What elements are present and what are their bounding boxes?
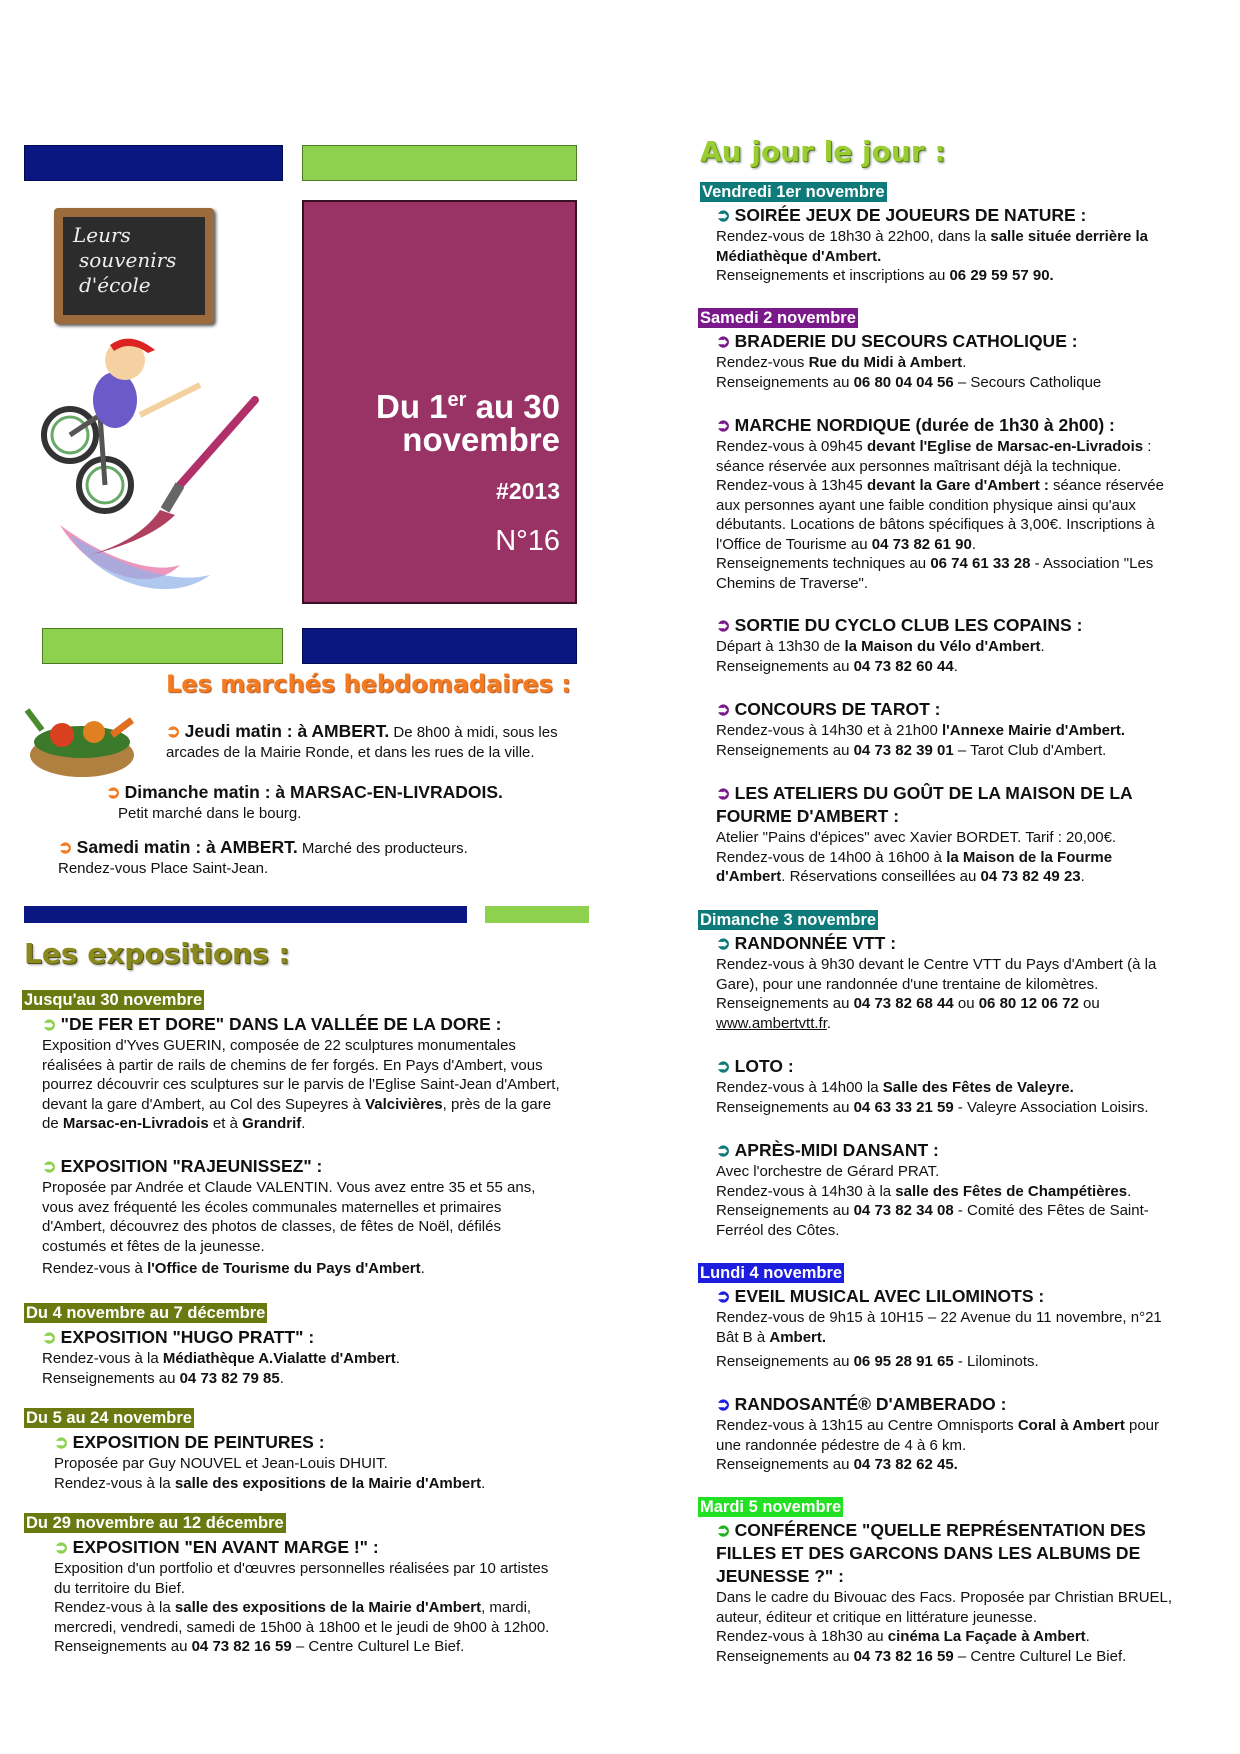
market-item [166, 720, 626, 763]
event-title-line3: JEUNESSE ?" : [716, 1566, 844, 1586]
expo-line: costumés et fêtes de la jeunesse. [42, 1237, 265, 1255]
event-bold: 04 73 82 49 23 [980, 868, 1081, 885]
right-arrow-icon: ➲ [106, 782, 121, 802]
expo-text: Exposition d'un portfolio et d'œuvres personnelles réalisées par 10 artistes [54, 1560, 549, 1577]
event-text: Renseignements au [716, 1353, 854, 1370]
right-arrow-icon: ➲ [716, 615, 731, 635]
expo-line: Exposition d'Yves GUERIN, composée de 22 sculptures monumentales [42, 1037, 516, 1054]
website-link[interactable]: www.ambertvtt.fr [716, 1014, 827, 1032]
expo-bold: Médiathèque A.Vialatte d'Ambert [162, 1350, 396, 1367]
event-bold: Coral à Ambert [1017, 1417, 1125, 1434]
cover-month: novembre [402, 421, 560, 458]
event-text: Rendez-vous à 13h45 [716, 477, 867, 494]
event-text: Avec l'orchestre de Gérard PRAT. [716, 1163, 940, 1180]
event-bold: Médiathèque d'Ambert. [716, 247, 882, 265]
right-arrow-icon: ➲ [58, 837, 73, 857]
event-title: SOIRÉE JEUX DE JOUEURS DE NATURE : [734, 205, 1087, 225]
event-bold: d'Ambert [716, 868, 782, 885]
expo-text: . [481, 1474, 486, 1492]
agenda-event [716, 1519, 1220, 1666]
expo-block [42, 1013, 622, 1134]
event-text: Rendez-vous à 14h00 la [716, 1079, 883, 1096]
event-text: Rendez-vous [716, 354, 809, 371]
event-title: APRÈS-MIDI DANSANT : [734, 1140, 939, 1160]
expo-head: "DE FER ET DORE" DANS LA VALLÉE DE LA DORE : [60, 1014, 502, 1034]
agenda-title: Au jour le jour : [700, 135, 946, 168]
divider-navy-bar [24, 906, 467, 923]
expo-text: Rendez-vous à la [42, 1350, 163, 1367]
market-item-line2: Rendez-vous Place Saint-Jean. [58, 860, 269, 877]
market-item-head: Dimanche matin : à MARSAC-EN-LIVRADOIS. [124, 782, 503, 802]
agenda-event [716, 1139, 1216, 1240]
event-text: séance réservée [1048, 477, 1164, 494]
event-bold: 04 73 82 34 08 [853, 1202, 954, 1219]
event-text: : [1143, 438, 1152, 455]
event-text: . [1080, 868, 1085, 885]
date-tag: Dimanche 3 novembre [700, 911, 877, 929]
event-text: une randonnée pédestre de 4 à 6 km. [716, 1436, 967, 1454]
event-bold: la Maison du Vélo d'Ambert [844, 638, 1041, 655]
expo-text: . [395, 1350, 400, 1367]
event-text: Rendez-vous à 14h30 et à 21h00 [716, 722, 943, 739]
right-arrow-icon: ➲ [716, 1394, 731, 1414]
event-text: pour [1124, 1417, 1160, 1434]
event-text: Renseignements au [716, 741, 854, 759]
event-bold: Rue du Midi à Ambert [808, 354, 963, 371]
chalkboard [54, 208, 214, 324]
event-title: EVEIL MUSICAL AVEC LILOMINOTS : [734, 1286, 1045, 1306]
expo-bold: salle des expositions de la Mairie d'Ambert [174, 1474, 482, 1492]
event-bold: 06 95 28 91 65 [853, 1353, 954, 1370]
event-text: Rendez-vous de 18h30 à 22h00, dans la [716, 228, 991, 245]
agenda-event [716, 330, 1216, 392]
chalkboard-line: Leurs [73, 223, 131, 247]
event-title: LOTO : [734, 1056, 794, 1076]
right-arrow-icon: ➲ [42, 1156, 57, 1176]
event-text: Renseignements au [716, 995, 854, 1012]
expo-line: devant la gare d'Ambert, au Col des Supeyres à [42, 1095, 366, 1113]
expo-text: du territoire du Bief. [54, 1579, 185, 1597]
event-text: – Tarot Club d'Ambert. [953, 741, 1107, 759]
market-item [106, 781, 626, 824]
expo-block [42, 1155, 622, 1279]
event-text: . [962, 354, 967, 371]
market-item-text: Marché des producteurs. [297, 840, 468, 857]
market-item-line2: arcades de la Mairie Ronde, et dans les rues de la ville. [166, 744, 535, 761]
agenda-event [716, 1393, 1216, 1475]
event-bold: cinéma La Façade à Ambert [887, 1628, 1086, 1645]
event-bold: salle située derrière la [990, 228, 1148, 245]
divider-green-bar [485, 906, 589, 923]
expo-head: EXPOSITION DE PEINTURES : [72, 1432, 325, 1452]
agenda-event [716, 1055, 1216, 1117]
expo-text: , près de la gare [442, 1095, 552, 1113]
expo-bold: 04 73 82 16 59 [191, 1638, 292, 1655]
event-bold: devant la Gare d'Ambert : [866, 477, 1049, 494]
event-bold: 04 63 33 21 59 [853, 1098, 954, 1116]
event-title: LES ATELIERS DU GOÛT DE LA MAISON DE LA [734, 783, 1133, 803]
date-tag: Vendredi 1er novembre [702, 183, 885, 201]
event-title: CONCOURS DE TAROT : [734, 699, 941, 719]
event-title: MARCHE NORDIQUE (durée de 1h30 à 2h00) : [734, 415, 1115, 435]
date-tag: Samedi 2 novembre [700, 309, 856, 327]
event-text: . Réservations conseillées au [781, 868, 981, 885]
expo-text: et à [208, 1115, 243, 1132]
event-text: Départ à 13h30 de [716, 638, 845, 655]
expo-block [42, 1326, 622, 1388]
event-title: BRADERIE DU SECOURS CATHOLIQUE : [734, 331, 1078, 351]
right-arrow-icon: ➲ [716, 415, 731, 435]
market-item [58, 836, 618, 879]
date-tag: Lundi 4 novembre [700, 1264, 843, 1282]
event-text: Renseignements techniques au [716, 555, 931, 572]
expo-bold: Valcivières [365, 1095, 443, 1113]
chalkboard-line: d'école [79, 273, 151, 297]
expo-bold: 04 73 82 79 85 [179, 1369, 280, 1387]
event-text: Renseignements au [716, 1456, 854, 1473]
event-text: Ferréol des Côtes. [716, 1221, 840, 1239]
expo-line: pourrez découvrir ces sculptures sur le parvis de l'Eglise Saint-Jean d'Ambert, [42, 1076, 560, 1093]
expo-head: EXPOSITION "HUGO PRATT" : [60, 1327, 315, 1347]
event-text: Gare), pour une randonnée d'une trentaine de kilomètres. [716, 975, 1099, 993]
expo-text: Rendez-vous à la [54, 1599, 175, 1616]
agenda-event [716, 698, 1216, 760]
cover-year: #2013 [496, 478, 560, 504]
event-bold: 06 74 61 33 28 [930, 555, 1031, 572]
expo-line: vous avez fréquenté les écoles communales maternelles et primaires [42, 1198, 502, 1216]
right-arrow-icon: ➲ [716, 699, 731, 719]
event-text: Renseignements au [716, 1098, 854, 1116]
expos-title: Les expositions : [24, 937, 290, 970]
right-arrow-icon: ➲ [54, 1537, 69, 1557]
agenda-event [716, 782, 1216, 887]
event-text: débutants. Locations de bâtons spécifiques à 3,00€. Inscriptions à [716, 516, 1155, 533]
event-text: Renseignements au [716, 1647, 854, 1665]
event-text: Rendez-vous de 9h15 à 10H15 – 22 Avenue du 11 novembre, n°21 [716, 1309, 1162, 1326]
event-text: - Valeyre Association Loisirs. [953, 1098, 1149, 1116]
expo-bold: salle des expositions de la Mairie d'Ambert [174, 1599, 482, 1616]
event-bold: la Maison de la Fourme [946, 848, 1113, 866]
event-text: . [826, 1014, 832, 1032]
right-arrow-icon: ➲ [716, 933, 731, 953]
event-text: Rendez-vous de 14h00 à 16h00 à [716, 848, 947, 866]
chalkboard-line: souvenirs [79, 248, 177, 272]
expo-text: . [301, 1115, 306, 1132]
event-title: CONFÉRENCE "QUELLE REPRÉSENTATION DES [734, 1520, 1146, 1540]
right-arrow-icon: ➲ [54, 1432, 69, 1452]
event-text: Bât B à [716, 1328, 770, 1346]
event-text: ou [953, 995, 979, 1012]
expo-line: d'Ambert, découvrez des photos de classes, de fêtes de Noël, défilés [42, 1218, 501, 1235]
date-tag: Du 5 au 24 novembre [26, 1409, 192, 1427]
event-text: - Lilominots. [953, 1353, 1039, 1370]
agenda-event [716, 1285, 1216, 1372]
event-title: RANDOSANTÉ® D'AMBERADO : [734, 1394, 1007, 1414]
event-title-line2: FOURME D'AMBERT : [716, 806, 900, 826]
event-text: . [1127, 1182, 1132, 1200]
expo-text: mercredi, vendredi, samedi de 15h00 à 18h00 et le jeudi de 9h00 à 12h00. [54, 1618, 550, 1636]
event-text: – Centre Culturel Le Bief. [953, 1647, 1127, 1665]
event-bold: 06 80 04 04 56 [853, 373, 954, 391]
right-arrow-icon: ➲ [42, 1014, 57, 1034]
market-item-head: Jeudi matin : à AMBERT. [184, 721, 390, 741]
expo-bold: Grandrif [242, 1115, 302, 1132]
event-bold: salle des Fêtes de Champétières [895, 1182, 1128, 1200]
vegetable-basket-icon [22, 690, 137, 780]
event-text: ou [1078, 995, 1100, 1012]
right-arrow-icon: ➲ [716, 783, 731, 803]
event-text: Renseignements au [716, 1202, 854, 1219]
expo-line: Rendez-vous à [42, 1260, 148, 1277]
right-arrow-icon: ➲ [716, 1286, 731, 1306]
event-text: – Secours Catholique [953, 373, 1102, 391]
date-tag: Du 4 novembre au 7 décembre [26, 1304, 266, 1322]
event-text: Rendez-vous à 9h30 devant le Centre VTT du Pays d'Ambert (à la [716, 956, 1157, 973]
expo-text: , mardi, [481, 1599, 532, 1616]
expo-text: – Centre Culturel Le Bief. [291, 1638, 465, 1655]
expo-line: de [42, 1115, 63, 1132]
expo-bold: l'Office de Tourisme du Pays d'Ambert [147, 1260, 421, 1277]
date-tag: Jusqu'au 30 novembre [24, 991, 203, 1009]
event-text: Renseignements et inscriptions au [716, 267, 950, 284]
event-text: . [971, 535, 976, 553]
event-bold: Ambert. [769, 1328, 827, 1346]
expo-text: Renseignements au [42, 1369, 180, 1387]
market-item-head: Samedi matin : à AMBERT. [76, 837, 298, 857]
agenda-event [716, 614, 1216, 676]
expo-text: . [420, 1260, 425, 1277]
event-text: Rendez-vous à 13h15 au Centre Omnisports [716, 1417, 1018, 1434]
right-arrow-icon: ➲ [716, 1520, 731, 1540]
event-bold: 04 73 82 62 45. [853, 1456, 958, 1473]
vegetable-basket-image [22, 690, 137, 780]
cover-date-suffix: au 30 [466, 388, 560, 425]
event-text: aux personnes ayant une faible condition physique ainsi qu'aux [716, 496, 1136, 514]
event-text: Rendez-vous à 14h30 à la [716, 1182, 896, 1200]
expo-block [54, 1431, 624, 1493]
expo-head: EXPOSITION "RAJEUNISSEZ" : [60, 1156, 323, 1176]
event-text: Rendez-vous à 18h30 au [716, 1628, 888, 1645]
event-bold: 06 80 12 06 72 [978, 995, 1079, 1012]
right-arrow-icon: ➲ [716, 205, 731, 225]
event-text: . [1040, 638, 1045, 655]
expo-line: réalisées à partir de rails de chemins de fer forgés. En Pays d'Ambert, vous [42, 1056, 543, 1074]
event-text: l'Office de Tourisme au [716, 535, 872, 553]
right-arrow-icon: ➲ [716, 331, 731, 351]
mid-left-green-bar [42, 628, 283, 664]
event-text: Renseignements au [716, 657, 854, 675]
event-bold: 04 73 82 61 90 [871, 535, 972, 553]
event-text: Rendez-vous à 09h45 [716, 438, 867, 455]
expo-block [54, 1536, 624, 1657]
market-item-line2: Petit marché dans le bourg. [118, 805, 302, 822]
event-title-line2: FILLES ET DES GARCONS DANS LES ALBUMS DE [716, 1543, 1141, 1563]
agenda-event [716, 414, 1220, 593]
expo-bold: Marsac-en-Livradois [62, 1115, 209, 1132]
date-tag: Du 29 novembre au 12 décembre [26, 1514, 284, 1532]
event-text: Atelier "Pains d'épices" avec Xavier BORDET. Tarif : 20,00€. [716, 829, 1117, 846]
event-bold: Salle des Fêtes de Valeyre. [882, 1079, 1074, 1096]
expo-text: Renseignements au [54, 1638, 192, 1655]
event-title: SORTIE DU CYCLO CLUB LES COPAINS : [734, 615, 1083, 635]
agenda-event [716, 204, 1216, 286]
event-bold: 06 29 59 57 90. [949, 267, 1054, 284]
right-arrow-icon: ➲ [716, 1140, 731, 1160]
event-text: Renseignements au [716, 373, 854, 391]
chalkboard-cyclist-illustration [30, 205, 300, 605]
agenda-event [716, 932, 1216, 1033]
top-green-bar [302, 145, 577, 181]
cover-issue-number: N°16 [495, 525, 560, 557]
event-text: Chemins de Traverse". [716, 574, 869, 592]
event-text: . [953, 657, 958, 675]
mid-right-navy-bar [302, 628, 577, 664]
expo-text: . [279, 1369, 284, 1387]
event-text: - Association "Les [1030, 555, 1154, 572]
event-text: séance réservée aux personnes maîtrisant déjà la technique. [716, 457, 1122, 475]
event-bold: devant l'Eglise de Marsac-en-Livradois [866, 438, 1144, 455]
cyclist-painter-icon [30, 325, 300, 605]
event-bold: l'Annexe Mairie d'Ambert. [942, 722, 1126, 739]
event-bold: 04 73 82 16 59 [853, 1647, 954, 1665]
expo-line: Proposée par Andrée et Claude VALENTIN. Vous avez entre 35 et 55 ans, [42, 1179, 536, 1196]
event-text: - Comité des Fêtes de Saint- [953, 1202, 1149, 1219]
expo-text: Proposée par Guy NOUVEL et Jean-Louis DHUIT. [54, 1455, 388, 1472]
event-text: Dans le cadre du Bivouac des Facs. Proposée par Christian BRUEL, [716, 1589, 1173, 1606]
event-text: . [1085, 1628, 1090, 1645]
cover-date-prefix: Du 1 [376, 388, 448, 425]
right-arrow-icon: ➲ [716, 1056, 731, 1076]
expo-text: Rendez-vous à la [54, 1474, 175, 1492]
event-bold: 04 73 82 68 44 [853, 995, 954, 1012]
event-bold: 04 73 82 60 44 [853, 657, 954, 675]
expo-head: EXPOSITION "EN AVANT MARGE !" : [72, 1537, 379, 1557]
date-tag: Mardi 5 novembre [700, 1498, 842, 1516]
event-text: auteur, éditeur et critique en littérature jeunesse. [716, 1608, 1038, 1626]
right-arrow-icon: ➲ [42, 1327, 57, 1347]
event-title: RANDONNÉE VTT : [734, 933, 897, 953]
market-item-text: De 8h00 à midi, sous les [389, 724, 558, 741]
markets-title: Les marchés hebdomadaires : [166, 670, 571, 698]
right-arrow-icon: ➲ [166, 721, 181, 741]
top-left-navy-bar [24, 145, 283, 181]
event-bold: 04 73 82 39 01 [853, 741, 954, 759]
cover-date-sup: er [447, 389, 467, 411]
